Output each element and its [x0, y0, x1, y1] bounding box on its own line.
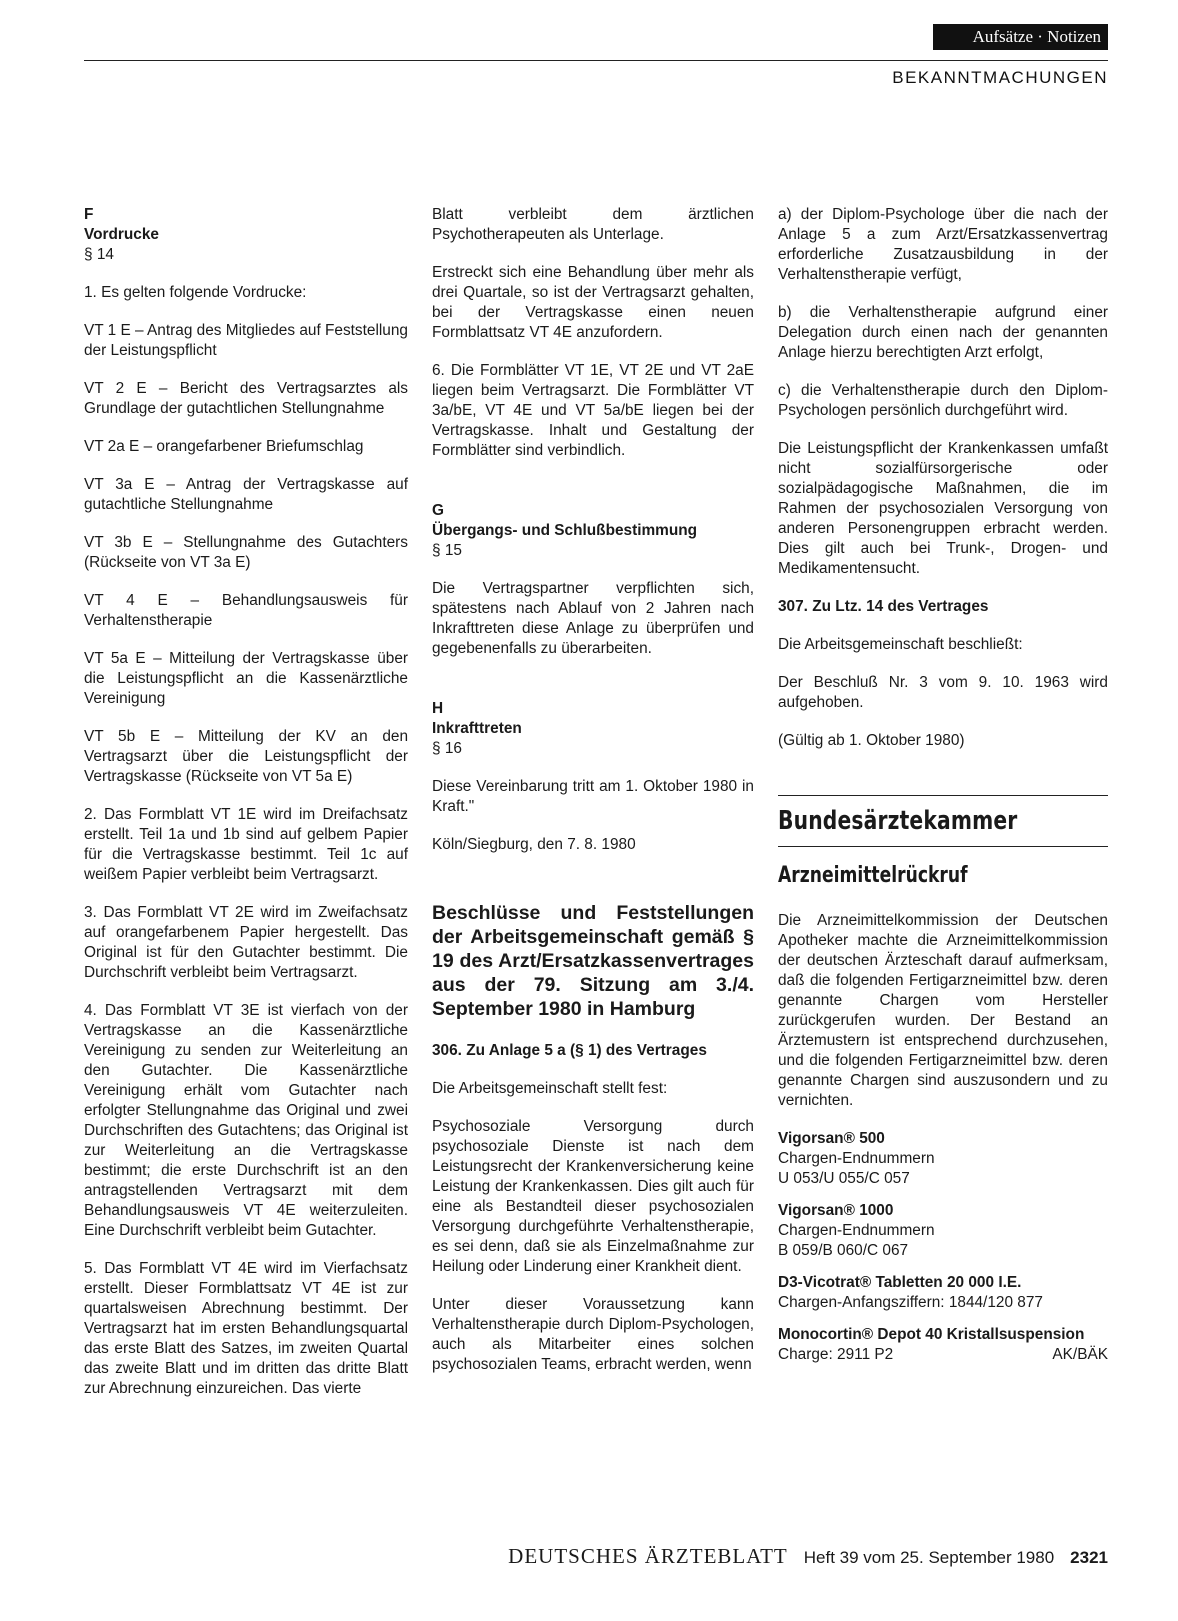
section-f [84, 205, 408, 265]
paragraph: Die Arbeitsgemeinschaft stellt fest: [432, 1080, 668, 1097]
section-title: Vordrucke [84, 226, 159, 243]
drug-detail: Chargen-Endnummern [778, 1150, 935, 1167]
paragraph: a) der Diplom-Psychologe über die nach der Anlage 5 a zum Arzt/Ersatzkassenvertrag erforderliche Zusatzausbildung in der Verhaltenstherapie verfügt, [778, 206, 1108, 283]
section-letter: F [84, 206, 94, 223]
drug-entry [778, 1273, 1108, 1313]
paragraph: b) die Verhaltenstherapie aufgrund einer Delegation durch einen nach der genannten Anlage hierzu berechtigten Arzt erfolgt, [778, 304, 1108, 361]
issue-info: Heft 39 vom 25. September 1980 [803, 1548, 1055, 1567]
paragraph: Die Arbeitsgemeinschaft beschließt: [778, 636, 1023, 653]
charge-row [778, 1345, 1108, 1365]
section-g [432, 501, 754, 561]
form-item: VT 2 E – Bericht des Vertragsarztes als Grundlage der gutachtlichen Stellungnahme [84, 380, 408, 417]
paragraph: Die Arzneimittelkommission der Deutschen Apotheker machte die Arzneimittelkommission der deutschen Ärzteschaft darauf aufmerksam, daß die folgenden Fertigarzneimittel bzw. deren genannte Chargen vom Hersteller zurückgerufen wurden. Der Bestand an Ärztemustern ist entsprechend durchzusehen, und die folgenden Fertigarzneimittel bzw. deren genannte Chargen sind auszusondern und zu vernichten. [778, 912, 1108, 1109]
form-item: VT 4 E – Behandlungsausweis für Verhaltenstherapie [84, 592, 408, 629]
paragraph: 3. Das Formblatt VT 2E wird im Zweifachsatz auf orangefarbenem Papier hergestellt. Das Original ist für den Gutachter bestimmt. Die Durchschrift verbleibt beim Vertragsarzt. [84, 904, 408, 981]
section-heading: BEKANNTMACHUNGEN [892, 68, 1108, 87]
drug-detail: U 053/U 055/C 057 [778, 1170, 910, 1187]
subheading-307: 307. Zu Ltz. 14 des Vertrages [778, 598, 989, 615]
paragraph: Psychosoziale Versorgung durch psychosoziale Dienste ist nach dem Leistungsrecht der Krankenversicherung keine Leistung der Krankenkassen. Dies gilt auch für eine als Bestandteil dieser psychosozialen Versorgung durchgeführte Verhaltenstherapie, es sei denn, daß sie als Einzelmaßnahme zur Heilung oder Linderung einer Krankheit dient. [432, 1118, 754, 1275]
category-tag: Aufsätze · Notizen [933, 24, 1108, 50]
drug-entry [778, 1129, 1108, 1189]
spacer [432, 479, 754, 501]
place-date: Köln/Siegburg, den 7. 8. 1980 [432, 836, 636, 853]
drug-name: D3-Vicotrat® Tabletten 20 000 I.E. [778, 1274, 1022, 1291]
column-1 [84, 205, 408, 1417]
paragraph: 2. Das Formblatt VT 1E wird im Dreifachsatz erstellt. Teil 1a und 1b sind auf gelbem Papier für die Vertragskasse bestimmt. Teil 1c auf weißem Papier verbleibt beim Vertragsarzt. [84, 806, 408, 883]
spacer [778, 769, 1108, 795]
form-item: VT 1 E – Antrag des Mitgliedes auf Feststellung der Leistungspflicht [84, 322, 408, 359]
drug-detail: Chargen-Anfangsziffern: 1844/120 877 [778, 1294, 1043, 1311]
paragraph: Diese Vereinbarung tritt am 1. Oktober 1980 in Kraft." [432, 778, 754, 815]
column-2 [432, 205, 754, 1393]
section-title: Übergangs- und Schlußbestimmung [432, 522, 698, 539]
paragraph: Die Vertragspartner verpflichten sich, spätestens nach Ablauf von 2 Jahren nach Inkrafttreten diese Anlage zu überprüfen und gegebenenfalls zu überarbeiten. [432, 580, 754, 657]
section-h [432, 699, 754, 759]
journal-name: DEUTSCHES ÄRZTEBLATT [508, 1544, 788, 1568]
paragraph: 4. Das Formblatt VT 3E ist vierfach von der Vertragskasse an die Kassenärztliche Vereinigung zu senden zur Weiterleitung an den Gutachter. Die Kassenärztliche Vereinigung erhält vom Gutachter nach erfolgter Stellungnahme das Original und zwei Durchschriften des Gutachtens; das Original ist zur Weiterleitung an die Vertragskasse bestimmt; die erste Durchschrift ist an den antragstellenden Vertragsarzt mit dem Behandlungsausweis VT 4E weiterzuleiten. Eine Durchschrift verbleibt beim Gutachter. [84, 1002, 408, 1239]
section-letter: G [432, 502, 444, 519]
drug-name: Vigorsan® 1000 [778, 1202, 894, 1219]
drug-detail: B 059/B 060/C 067 [778, 1242, 909, 1259]
paragraph: c) die Verhaltenstherapie durch den Diplom-Psychologen persönlich durchgeführt wird. [778, 382, 1108, 419]
paragraph: 1. Es gelten folgende Vordrucke: [84, 284, 307, 301]
organization-title: Bundesärztekammer [778, 806, 1018, 836]
drug-detail: Chargen-Endnummern [778, 1222, 935, 1239]
column-3 [778, 205, 1108, 1377]
section-title: Inkrafttreten [432, 720, 522, 737]
paragraph-sign: § 15 [432, 542, 462, 559]
form-item: VT 5b E – Mitteilung der KV an den Vertragsarzt über die Leistungspflicht der Vertragskasse (Rückseite von VT 5a E) [84, 728, 408, 785]
paragraph: Blatt verbleibt dem ärztlichen Psychotherapeuten als Unterlage. [432, 206, 754, 243]
paragraph: Der Beschluß Nr. 3 vom 9. 10. 1963 wird aufgehoben. [778, 674, 1108, 711]
spacer [432, 873, 754, 895]
section-rule [778, 846, 1108, 847]
form-item: VT 3b E – Stellungnahme des Gutachters (Rückseite von VT 3a E) [84, 534, 408, 571]
form-item: VT 5a E – Mitteilung der Vertragskasse über die Leistungspflicht an die Kassenärztliche Vereinigung [84, 650, 408, 707]
section-letter: H [432, 700, 444, 717]
section-rule [778, 795, 1108, 796]
header-rule [84, 60, 1108, 61]
paragraph: Unter dieser Voraussetzung kann Verhaltenstherapie durch Diplom-Psychologen, auch als Mitarbeiter eines solchen psychosozialen Teams, erbracht werden, wenn [432, 1296, 754, 1373]
paragraph: Die Leistungspflicht der Krankenkassen umfaßt nicht sozialfürsorgerische oder sozialpädagogische Maßnahmen, die im Rahmen der psychosozialen Versorgung von anderen Personengruppen erbracht werden. Dies gilt auch bei Trunk-, Drogen- und Medikamentensucht. [778, 440, 1108, 577]
signature: AK/BÄK [1052, 1346, 1108, 1363]
drug-detail: Charge: 2911 P2 [778, 1346, 894, 1363]
form-item: VT 2a E – orangefarbener Briefumschlag [84, 438, 364, 455]
form-item: VT 3a E – Antrag der Vertragskasse auf gutachtliche Stellungnahme [84, 476, 408, 513]
paragraph: (Gültig ab 1. Oktober 1980) [778, 732, 965, 749]
page-footer [0, 1544, 1108, 1569]
drug-name: Monocortin® Depot 40 Kristallsuspension [778, 1326, 1085, 1343]
paragraph-sign: § 16 [432, 740, 462, 757]
paragraph: 5. Das Formblatt VT 4E wird im Vierfachsatz erstellt. Dieser Formblattsatz VT 4E ist zur quartalsweisen Abrechnung bestimmt. Der Vertragsarzt hat im ersten Behandlungsquartal das erste Blatt des Satzes, im zweiten Quartal das zweite Blatt und im dritten das dritte Blatt zur Abrechnung einzureichen. Das vierte [84, 1260, 408, 1397]
drug-entry [778, 1201, 1108, 1261]
drug-entry [778, 1325, 1108, 1365]
article-title: Beschlüsse und Feststellungen der Arbeitsgemeinschaft gemäß § 19 des Arzt/Ersatzkassenvertrages aus der 79. Sitzung am 3./4. September 1980 in Hamburg [432, 902, 754, 1020]
spacer [432, 677, 754, 699]
recall-title: Arzneimittelrückruf [778, 863, 968, 888]
paragraph-sign: § 14 [84, 246, 114, 263]
drug-name: Vigorsan® 500 [778, 1130, 885, 1147]
page-number: 2321 [1070, 1548, 1108, 1567]
paragraph: Erstreckt sich eine Behandlung über mehr als drei Quartale, so ist der Vertragsarzt gehalten, bei der Vertragskasse einen neuen Formblattsatz VT 4E anzufordern. [432, 264, 754, 341]
subheading-306: 306. Zu Anlage 5 a (§ 1) des Vertrages [432, 1042, 707, 1059]
paragraph: 6. Die Formblätter VT 1E, VT 2E und VT 2aE liegen beim Vertragsarzt. Die Formblätter VT 3a/bE, VT 4E und VT 5a/bE liegen bei der Vertragskasse. Inhalt und Gestaltung der Formblätter sind verbindlich. [432, 362, 754, 459]
